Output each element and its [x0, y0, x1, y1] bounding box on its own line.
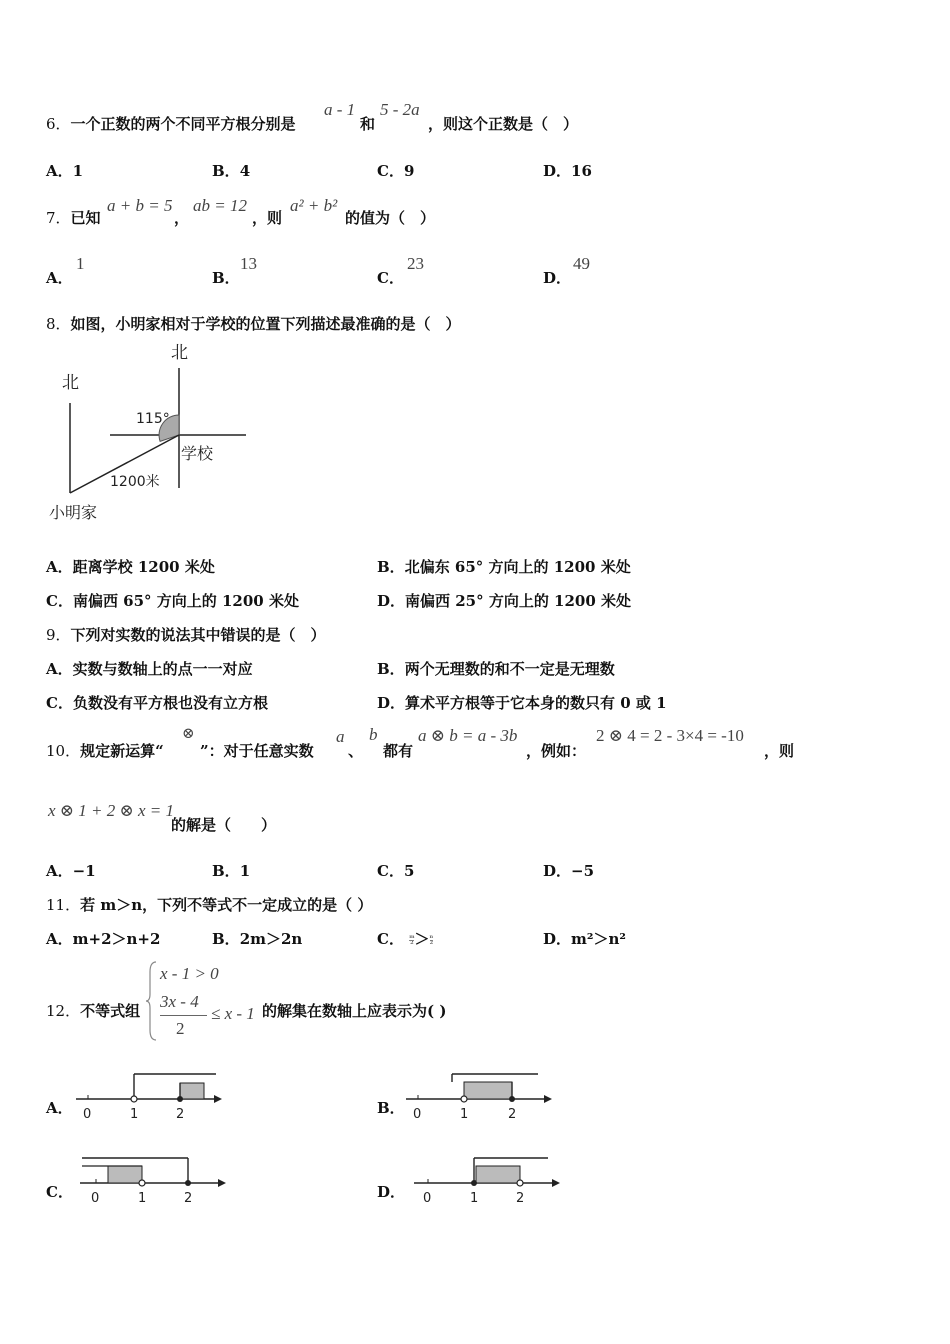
question-text: 一个正数的两个不同平方根分别是: [70, 115, 296, 133]
math-expr: a + b = 5: [107, 196, 173, 215]
number-line-a: [74, 1068, 224, 1126]
math-expr: a² + b²: [290, 196, 338, 215]
open-point: [517, 1180, 523, 1186]
option-a-value: 1: [76, 254, 85, 273]
tick-label: 0: [91, 1191, 100, 1206]
option-a[interactable]: A．距离学校 1200 米处: [46, 558, 215, 576]
question-6: [46, 113, 296, 134]
home-label: 小明家: [49, 503, 98, 522]
tick-label: 2: [516, 1191, 525, 1206]
question-text: 规定新运算“: [80, 742, 164, 760]
operator-symbol: ⊗: [182, 726, 195, 742]
angle-label: 115°: [136, 411, 170, 427]
option-c[interactable]: C．: [377, 269, 404, 287]
tick-label: 1: [460, 1107, 469, 1122]
math-expr: ab = 12: [193, 196, 247, 215]
system-brace: [146, 960, 158, 1042]
option-b-value: 13: [240, 254, 257, 273]
school-label: 学校: [181, 444, 214, 463]
question-number: 8．: [46, 315, 71, 333]
var-b: b: [369, 725, 378, 744]
question-number: 6．: [46, 115, 71, 133]
question-text: ”：对于任意实数: [200, 742, 314, 760]
option-d[interactable]: D．南偏西 25° 方向上的 1200 米处: [377, 592, 632, 610]
question-7: [46, 207, 101, 228]
question-text: 、: [348, 742, 364, 760]
option-d[interactable]: D．−5: [543, 862, 595, 880]
number-line-c: [78, 1152, 228, 1210]
axis-arrow: [552, 1179, 560, 1187]
shaded-region: [476, 1166, 520, 1183]
option-a[interactable]: A．1: [46, 162, 84, 180]
operation-example: 2 ⊗ 4 = 2 - 3×4 = -10: [596, 726, 744, 745]
north-label-left: 北: [62, 373, 79, 393]
open-point: [139, 1180, 145, 1186]
option-a[interactable]: A．m+2＞n+2: [46, 930, 161, 948]
distance-label: 1200米: [110, 474, 160, 490]
option-c-value: 23: [407, 254, 424, 273]
option-b[interactable]: B．2m＞2n: [212, 930, 303, 948]
question-number: 10．: [46, 742, 81, 760]
open-point: [461, 1096, 467, 1102]
question-number: 9．: [46, 626, 71, 644]
compass-figure: [40, 338, 260, 528]
fraction-numerator: 3x - 4: [160, 992, 199, 1011]
closed-point: [509, 1096, 515, 1102]
option-b[interactable]: B．北偏东 65° 方向上的 1200 米处: [377, 558, 631, 576]
option-b[interactable]: B．两个无理数的和不一定是无理数: [377, 660, 615, 678]
shaded-region: [464, 1082, 512, 1099]
north-label-top: 北: [171, 343, 188, 363]
fraction-bar: [160, 1015, 207, 1016]
tick-label: 2: [184, 1191, 193, 1206]
option-d[interactable]: D．: [543, 269, 572, 287]
var-a: a: [336, 727, 345, 746]
number-line-d: [412, 1152, 562, 1210]
option-b[interactable]: B．: [377, 1099, 405, 1117]
question-text: ，: [174, 209, 190, 227]
question-text: 的值为（ ）: [345, 209, 436, 227]
axis-arrow: [544, 1095, 552, 1103]
open-point: [131, 1096, 137, 1102]
question-text: 不等式组: [80, 1002, 141, 1020]
option-c[interactable]: C． $\frac{m}{2}$ ＞ $\frac{n}{2}$: [377, 930, 434, 948]
question-8: [46, 313, 461, 334]
option-b[interactable]: B．4: [212, 162, 251, 180]
question-text: ，例如：: [526, 742, 587, 760]
option-b[interactable]: B．1: [212, 862, 251, 880]
question-number: 11．: [46, 896, 81, 914]
option-d[interactable]: D．: [377, 1183, 406, 1201]
tick-label: 1: [470, 1191, 479, 1206]
inequality-1: x - 1 > 0: [160, 964, 219, 983]
question-number: 12．: [46, 1002, 81, 1020]
question-text: 和: [360, 115, 376, 133]
option-d-value: 49: [573, 254, 590, 273]
question-text: 都有: [383, 742, 414, 760]
number-line-b: [404, 1068, 554, 1126]
question-text: 若 m＞n，下列不等式不一定成立的是（ ）: [80, 896, 373, 914]
tick-label: 1: [130, 1107, 139, 1122]
option-a[interactable]: A．: [46, 269, 73, 287]
option-d[interactable]: D．16: [543, 162, 592, 180]
option-c[interactable]: C．: [46, 1183, 73, 1201]
question-11: [46, 894, 372, 915]
closed-point: [177, 1096, 183, 1102]
question-9: [46, 624, 326, 645]
question-text: 的解集在数轴上应表示为( ): [262, 1002, 447, 1020]
option-a[interactable]: A．实数与数轴上的点一一对应: [46, 660, 253, 678]
question-text: 下列对实数的说法其中错误的是（ ）: [70, 626, 326, 644]
tick-label: 2: [176, 1107, 185, 1122]
option-d[interactable]: D．算术平方根等于它本身的数只有 0 或 1: [377, 694, 667, 712]
question-12: [46, 1000, 140, 1021]
option-c[interactable]: C．5: [377, 862, 415, 880]
math-expr: a - 1: [324, 100, 356, 119]
shaded-region: [108, 1166, 142, 1183]
tick-label: 0: [423, 1191, 432, 1206]
question-text: ，则这个正数是（ ）: [428, 115, 579, 133]
option-c[interactable]: C．负数没有平方根也没有立方根: [46, 694, 268, 712]
inequality-2-rest: ≤ x - 1: [211, 1004, 255, 1023]
tick-label: 0: [413, 1107, 422, 1122]
shaded-region: [180, 1083, 204, 1099]
question-number: 7．: [46, 209, 71, 227]
option-c[interactable]: C．9: [377, 162, 415, 180]
question-text: 已知: [70, 209, 101, 227]
option-c[interactable]: C．南偏西 65° 方向上的 1200 米处: [46, 592, 299, 610]
question-text: 如图，小明家相对于学校的位置下列描述最准确的是（ ）: [70, 315, 461, 333]
closed-point: [471, 1180, 477, 1186]
tick-label: 2: [508, 1107, 517, 1122]
tick-label: 0: [83, 1107, 92, 1122]
tiny-fraction: $\frac{n}{2}$: [429, 933, 434, 946]
option-b[interactable]: B．: [212, 269, 240, 287]
operation-definition: a ⊗ b = a - 3b: [418, 726, 518, 745]
equation: x ⊗ 1 + 2 ⊗ x = 1: [48, 801, 175, 820]
option-a[interactable]: A．: [46, 1099, 73, 1117]
axis-arrow: [214, 1095, 222, 1103]
fraction-denominator: 2: [176, 1019, 185, 1038]
question-text: ，则: [252, 209, 283, 227]
option-d[interactable]: D．m²＞n²: [543, 930, 626, 948]
question-10: [46, 740, 164, 761]
option-a[interactable]: A．−1: [46, 862, 96, 880]
axis-arrow: [218, 1179, 226, 1187]
math-expr: 5 - 2a: [380, 100, 420, 119]
tiny-fraction: $\frac{m}{2}$: [409, 933, 415, 946]
question-text: 的解是（ ）: [171, 816, 277, 834]
closed-point: [185, 1180, 191, 1186]
tick-label: 1: [138, 1191, 147, 1206]
question-text: ，则: [764, 742, 795, 760]
